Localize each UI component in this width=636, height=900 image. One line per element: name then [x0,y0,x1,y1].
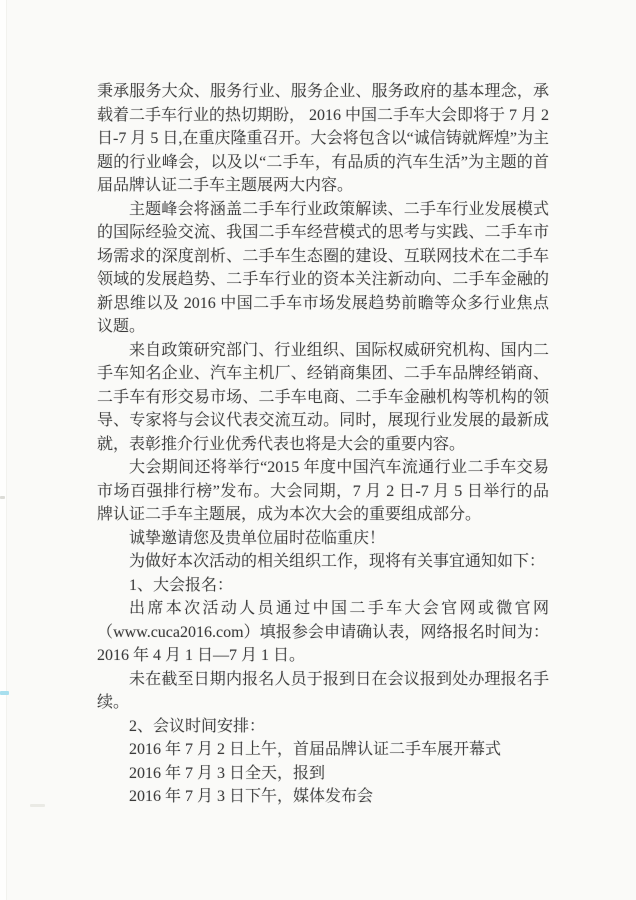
paragraph-late-registration: 未在截至日期内报名人员于报到日在会议报到处办理报名手续。 [97,670,549,711]
paragraph-participants: 来自政策研究部门、行业组织、国际权威研究机构、国内二手车知名企业、汽车主机厂、经销商集团、二手车品牌经销商、二手车有形交易市场、二手车电商、二手车金融机构等机构的领导、专家将与会议代表交流互动。同时，展现行业发展的最新成就，表彰推介行业优秀代表也将是大会的重要内容。 [97,341,549,453]
paragraph-top100-release: 大会期间还将举行“2015 年度中国汽车流通行业二手车交易市场百强排行榜”发布。大会同期，7 月 2 日-7 月 5 日举行的品牌认证二手车主题展，成为本次大会的重要组成部分。 [97,459,549,523]
schedule-item-july2: 2016 年 7 月 2 日上午，首届品牌认证二手车展开幕式 [129,741,502,758]
scan-artifact-smudge [30,804,45,807]
paragraph-registration-detail: 出席本次活动人员通过中国二手车大会官网或微官网（www.cuca2016.com）填报参会申请确认表，网络报名时间为：2016 年 4 月 1 日—7 月 1 日。 [97,600,549,664]
schedule-item-july3-pm: 2016 年 7 月 3 日下午，媒体发布会 [129,788,374,805]
schedule-item-july3-allday: 2016 年 7 月 3 日全天，报到 [129,764,326,782]
paragraph-notice-intro: 为做好本次活动的相关组织工作，现将有关事宜通知如下： [129,553,546,570]
paragraph-summit-topics: 主题峰会将涵盖二手车行业政策解读、二手车行业发展模式的国际经验交流、我国二手车经营模式的思考与实践、二手车市场需求的深度剖析、二手车生态圈的建设、互联网技术在二手车领域的发展趋势、二手车行业的资本关注新动向、二手车金融的新思维以及 2016 中国二手车市场发展趋势前瞻等众多行业焦点议题。 [97,200,549,335]
document-body [97,80,549,809]
paragraph-continuation: 秉承服务大众、服务行业、服务企业、服务政府的基本理念，承载着二手车行业的热切期盼， 2016 中国二手车大会即将于 7 月 2 日-7 月 5 日,在重庆隆重召开。大会将包含以“诚信铸就辉煌”为主题的行业峰会，以及以“二手车，有品质的汽车生活”为主题的首届品牌认证二手车主题展两大内容。 [97,83,550,194]
scan-artifact-gray-dash [0,496,5,499]
paragraph-invitation: 诚挚邀请您及贵单位届时莅临重庆！ [129,529,386,547]
heading-registration: 1、大会报名： [129,576,234,594]
heading-schedule: 2、会议时间安排： [129,717,266,735]
scan-artifact-cyan-dash [0,691,9,695]
scan-edge-strip [0,0,7,900]
